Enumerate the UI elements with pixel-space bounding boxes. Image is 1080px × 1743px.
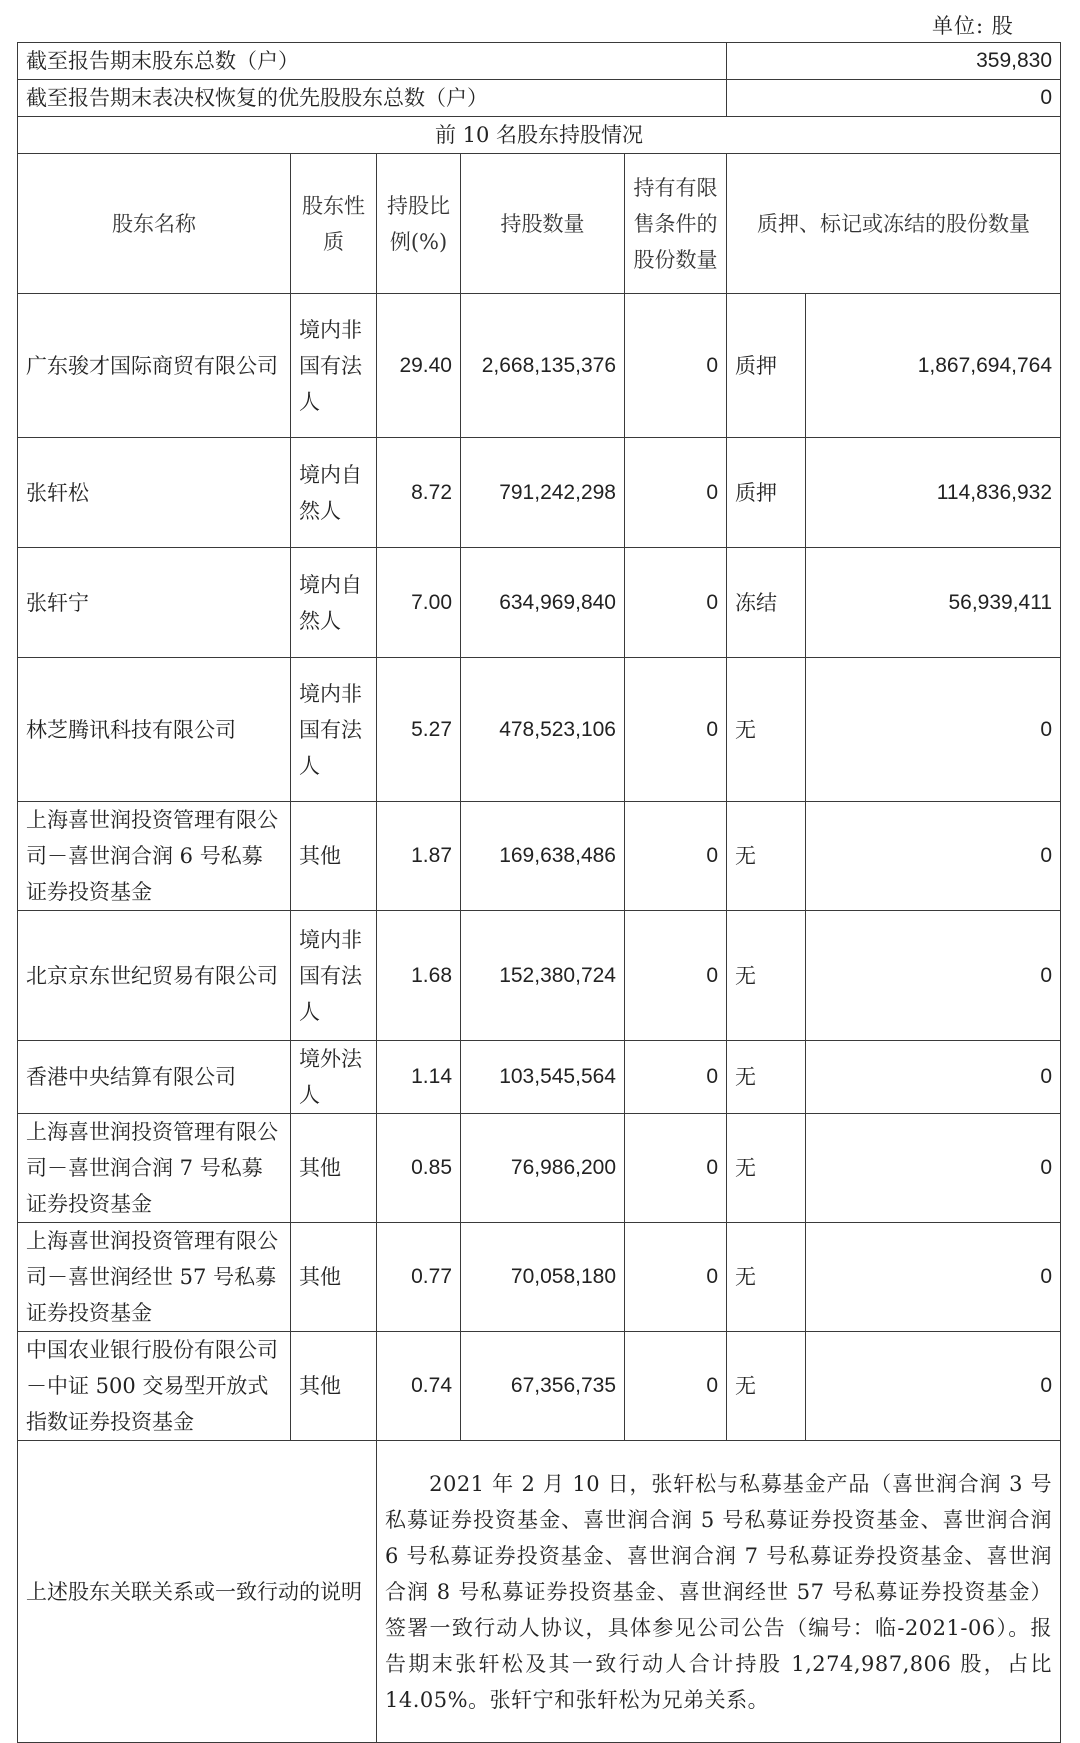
- pledge-status: 无: [727, 802, 806, 911]
- restricted-shares: 0: [625, 548, 727, 658]
- table-row: [18, 911, 1061, 1041]
- summary-row-total: [18, 43, 1061, 80]
- holding-shares: 634,969,840: [461, 548, 625, 658]
- holding-shares: 478,523,106: [461, 658, 625, 802]
- header-pledge: 质押、标记或冻结的股份数量: [727, 154, 1061, 294]
- table-row: [18, 438, 1061, 548]
- section-title: 前 10 名股东持股情况: [18, 117, 1061, 154]
- shareholder-name: 上海喜世润投资管理有限公司－喜世润经世 57 号私募证券投资基金: [18, 1223, 291, 1332]
- shareholder-name: 张轩松: [18, 438, 291, 548]
- pledge-status: 无: [727, 911, 806, 1041]
- shareholder-name: 中国农业银行股份有限公司－中证 500 交易型开放式指数证券投资基金: [18, 1332, 291, 1441]
- pledged-shares: 0: [806, 1041, 1061, 1114]
- table-row: [18, 658, 1061, 802]
- restricted-shares: 0: [625, 911, 727, 1041]
- holding-ratio: 1.87: [377, 802, 461, 911]
- shareholder-name: 上海喜世润投资管理有限公司－喜世润合润 6 号私募证券投资基金: [18, 802, 291, 911]
- total-shareholders-label: 截至报告期末股东总数（户）: [18, 43, 727, 80]
- pledged-shares: 0: [806, 1114, 1061, 1223]
- shareholder-nature: 境外法人: [291, 1041, 377, 1114]
- restricted-shares: 0: [625, 658, 727, 802]
- header-name: 股东名称: [18, 154, 291, 294]
- holding-ratio: 0.77: [377, 1223, 461, 1332]
- restricted-shares: 0: [625, 1041, 727, 1114]
- shareholder-name: 上海喜世润投资管理有限公司－喜世润合润 7 号私募证券投资基金: [18, 1114, 291, 1223]
- pledged-shares: 1,867,694,764: [806, 294, 1061, 438]
- shareholder-name: 林芝腾讯科技有限公司: [18, 658, 291, 802]
- holding-ratio: 29.40: [377, 294, 461, 438]
- shareholder-nature: 其他: [291, 1332, 377, 1441]
- table-row: [18, 1223, 1061, 1332]
- shareholder-nature: 其他: [291, 1114, 377, 1223]
- shareholder-name: 北京京东世纪贸易有限公司: [18, 911, 291, 1041]
- pledge-status: 质押: [727, 438, 806, 548]
- table-row: [18, 1041, 1061, 1114]
- header-nature: 股东性质: [291, 154, 377, 294]
- holding-shares: 152,380,724: [461, 911, 625, 1041]
- summary-row-preferred: [18, 80, 1061, 117]
- table-row: [18, 1114, 1061, 1223]
- holding-ratio: 8.72: [377, 438, 461, 548]
- shareholder-nature: 境内非国有法人: [291, 911, 377, 1041]
- holding-ratio: 0.85: [377, 1114, 461, 1223]
- pledged-shares: 0: [806, 802, 1061, 911]
- holding-ratio: 0.74: [377, 1332, 461, 1441]
- pledge-status: 冻结: [727, 548, 806, 658]
- restricted-shares: 0: [625, 1332, 727, 1441]
- restricted-shares: 0: [625, 1223, 727, 1332]
- shareholder-name: 广东骏才国际商贸有限公司: [18, 294, 291, 438]
- pledge-status: 无: [727, 1041, 806, 1114]
- restricted-shares: 0: [625, 438, 727, 548]
- table-row: [18, 548, 1061, 658]
- relation-text: 2021 年 2 月 10 日，张轩松与私募基金产品（喜世润合润 3 号私募证券投资基金、喜世润合润 5 号私募证券投资基金、喜世润合润 6 号私募证券投资基金、喜世润合润 7 号私募证券投资基金、喜世润合润 8 号私募证券投资基金、喜世润经世 57 号私募证券投资基金）签署一致行动人协议，具体参见公司公告（编号：临-2021-06）。报告期末张轩松及其一致行动人合计持股 1,274,987,806 股，占比 14.05%。张轩宁和张轩松为兄弟关系。: [385, 1471, 1053, 1712]
- header-restricted: 持有有限售条件的股份数量: [625, 154, 727, 294]
- holding-shares: 103,545,564: [461, 1041, 625, 1114]
- preferred-shareholders-value: 0: [727, 80, 1061, 117]
- total-shareholders-value: 359,830: [727, 43, 1061, 80]
- holding-shares: 70,058,180: [461, 1223, 625, 1332]
- header-row: [18, 154, 1061, 294]
- pledged-shares: 0: [806, 911, 1061, 1041]
- holding-ratio: 1.68: [377, 911, 461, 1041]
- holding-shares: 2,668,135,376: [461, 294, 625, 438]
- shareholder-nature: 境内非国有法人: [291, 294, 377, 438]
- restricted-shares: 0: [625, 294, 727, 438]
- pledge-status: 无: [727, 1223, 806, 1332]
- holding-ratio: 5.27: [377, 658, 461, 802]
- shareholder-nature: 其他: [291, 802, 377, 911]
- holding-shares: 791,242,298: [461, 438, 625, 548]
- pledged-shares: 0: [806, 1223, 1061, 1332]
- relation-cell: [377, 1441, 1061, 1743]
- holding-shares: 76,986,200: [461, 1114, 625, 1223]
- holding-shares: 67,356,735: [461, 1332, 625, 1441]
- shareholder-nature: 境内非国有法人: [291, 658, 377, 802]
- header-ratio: 持股比例(%): [377, 154, 461, 294]
- relation-label: 上述股东关联关系或一致行动的说明: [18, 1441, 377, 1743]
- section-title-row: [18, 117, 1061, 154]
- preferred-shareholders-label: 截至报告期末表决权恢复的优先股股东总数（户）: [18, 80, 727, 117]
- pledged-shares: 0: [806, 658, 1061, 802]
- unit-label: 单位: 股: [932, 14, 1014, 38]
- shareholder-name: 张轩宁: [18, 548, 291, 658]
- holding-shares: 169,638,486: [461, 802, 625, 911]
- pledged-shares: 114,836,932: [806, 438, 1061, 548]
- restricted-shares: 0: [625, 1114, 727, 1223]
- table-row: [18, 802, 1061, 911]
- restricted-shares: 0: [625, 802, 727, 911]
- pledged-shares: 0: [806, 1332, 1061, 1441]
- table-row: [18, 1332, 1061, 1441]
- shareholder-nature: 其他: [291, 1223, 377, 1332]
- holding-ratio: 1.14: [377, 1041, 461, 1114]
- shareholder-name: 香港中央结算有限公司: [18, 1041, 291, 1114]
- pledged-shares: 56,939,411: [806, 548, 1061, 658]
- holding-ratio: 7.00: [377, 548, 461, 658]
- relation-row: [18, 1441, 1061, 1743]
- shareholder-nature: 境内自然人: [291, 438, 377, 548]
- shareholder-table: [17, 42, 1061, 1743]
- pledge-status: 质押: [727, 294, 806, 438]
- shareholder-nature: 境内自然人: [291, 548, 377, 658]
- pledge-status: 无: [727, 1114, 806, 1223]
- pledge-status: 无: [727, 1332, 806, 1441]
- table-row: [18, 294, 1061, 438]
- header-shares: 持股数量: [461, 154, 625, 294]
- pledge-status: 无: [727, 658, 806, 802]
